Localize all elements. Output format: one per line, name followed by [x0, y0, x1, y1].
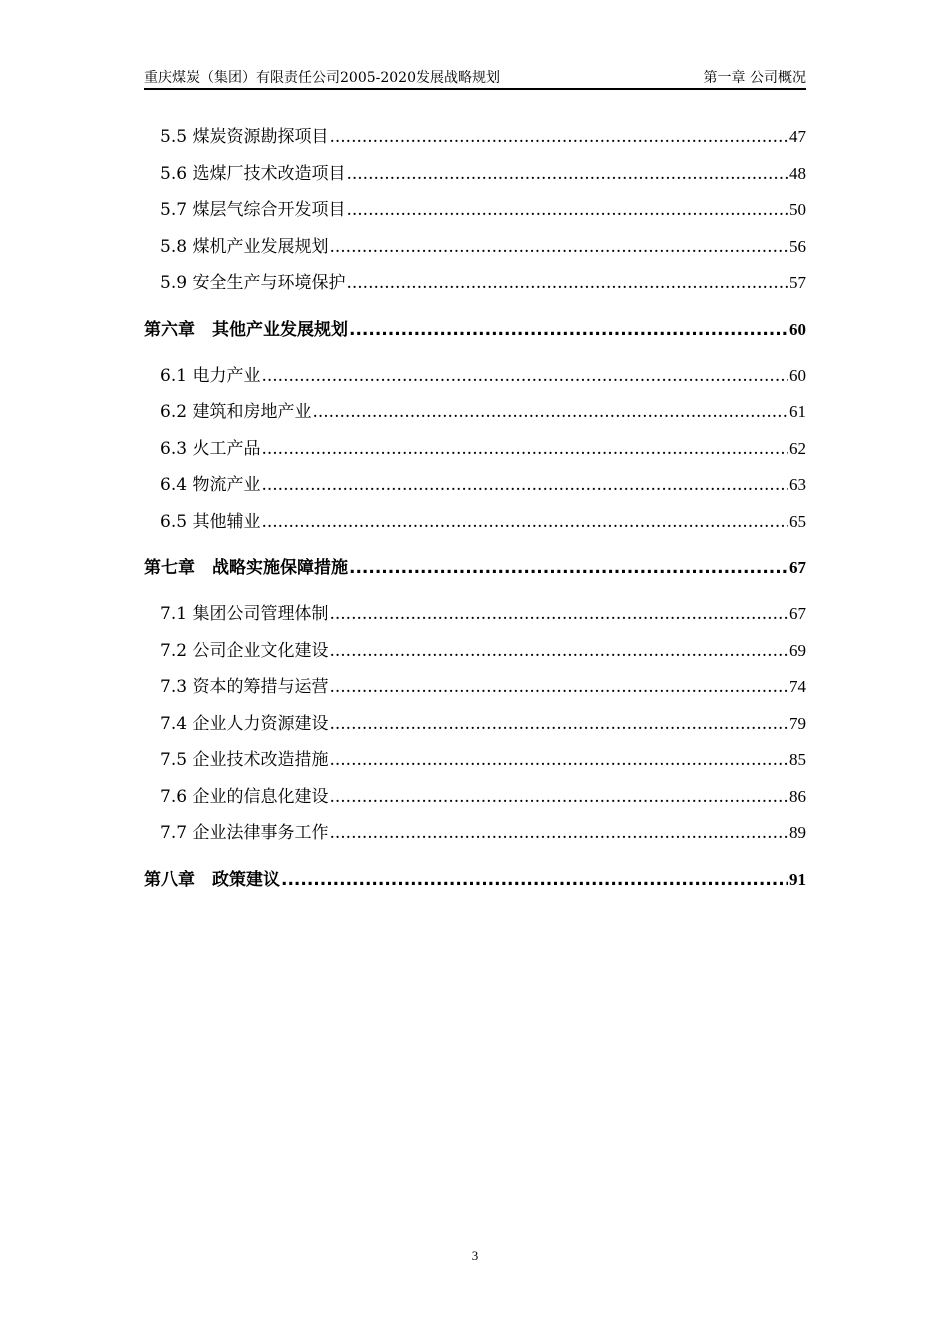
toc-entry-label: 7.5 企业技术改造措施 [160, 750, 329, 770]
dot-leader [329, 674, 788, 700]
toc-entry-label: 7.1 集团公司管理体制 [160, 604, 329, 624]
toc-entry-7-6[interactable] [160, 784, 806, 810]
toc-entry-page: 79 [789, 714, 806, 733]
toc-entry-page: 47 [789, 127, 806, 146]
toc-entry-page: 67 [789, 604, 806, 623]
toc-chapter-label: 第六章 其他产业发展规划 [144, 320, 348, 340]
toc-entry-6-2[interactable] [160, 399, 806, 425]
toc-chapter-label: 第八章 政策建议 [144, 870, 280, 890]
toc-entry-5-8[interactable] [160, 234, 806, 260]
dot-leader [349, 555, 788, 581]
toc-entry-label: 5.6 选煤厂技术改造项目 [160, 164, 346, 184]
dot-leader [261, 436, 788, 462]
toc-entry-label: 5.9 安全生产与环境保护 [160, 273, 346, 293]
toc-entry-label: 7.4 企业人力资源建设 [160, 714, 329, 734]
toc-entry-page: 69 [789, 641, 806, 660]
toc-entry-5-6[interactable] [160, 161, 806, 187]
dot-leader [346, 161, 788, 187]
toc-chapter-page: 67 [789, 558, 806, 577]
toc-entry-5-9[interactable] [160, 270, 806, 296]
toc-entry-page: 60 [789, 366, 806, 385]
dot-leader [281, 867, 788, 893]
toc-entry-6-5[interactable] [160, 509, 806, 535]
dot-leader [329, 711, 788, 737]
toc-entry-label: 7.3 资本的筹措与运营 [160, 677, 329, 697]
dot-leader [329, 234, 788, 260]
toc-entry-label: 5.8 煤机产业发展规划 [160, 237, 329, 257]
toc-entry-label: 6.4 物流产业 [160, 475, 261, 495]
toc-entry-page: 74 [789, 677, 806, 696]
document-title: 重庆煤炭（集团）有限责任公司2005-2020发展战略规划 [144, 70, 500, 86]
dot-leader [329, 784, 788, 810]
dot-leader [261, 509, 788, 535]
toc-chapter-6[interactable] [144, 317, 806, 343]
toc-entry-label: 7.7 企业法律事务工作 [160, 823, 329, 843]
toc-entry-7-2[interactable] [160, 638, 806, 664]
toc-entry-label: 6.3 火工产品 [160, 439, 261, 459]
dot-leader [261, 363, 788, 389]
dot-leader [329, 601, 788, 627]
toc-entry-page: 62 [789, 439, 806, 458]
toc-entry-label: 7.2 公司企业文化建设 [160, 641, 329, 661]
toc-entry-5-7[interactable] [160, 197, 806, 223]
toc-entry-label: 5.7 煤层气综合开发项目 [160, 200, 346, 220]
dot-leader [346, 270, 788, 296]
toc-entry-label: 5.5 煤炭资源勘探项目 [160, 127, 329, 147]
dot-leader [329, 638, 788, 664]
toc-entry-6-3[interactable] [160, 436, 806, 462]
toc-entry-page: 48 [789, 164, 806, 183]
page-number: 3 [471, 1248, 479, 1263]
toc-entry-page: 57 [789, 273, 806, 292]
toc-entry-page: 56 [789, 237, 806, 256]
toc-entry-6-4[interactable] [160, 472, 806, 498]
toc-entry-page: 85 [789, 750, 806, 769]
toc-chapter-label: 第七章 战略实施保障措施 [144, 558, 348, 578]
toc-entry-6-1[interactable] [160, 363, 806, 389]
toc-chapter-page: 91 [789, 870, 806, 889]
toc-entry-page: 50 [789, 200, 806, 219]
toc-entry-page: 65 [789, 512, 806, 531]
toc-entry-page: 63 [789, 475, 806, 494]
toc-entry-page: 89 [789, 823, 806, 842]
toc-entry-7-5[interactable] [160, 747, 806, 773]
toc-chapter-7[interactable] [144, 555, 806, 581]
toc-chapter-page: 60 [789, 320, 806, 339]
dot-leader [329, 124, 788, 150]
toc-entry-label: 7.6 企业的信息化建设 [160, 787, 329, 807]
dot-leader [261, 472, 788, 498]
dot-leader [329, 820, 788, 846]
toc-chapter-8[interactable] [144, 867, 806, 893]
page-header [144, 68, 806, 90]
toc-entry-page: 61 [789, 402, 806, 421]
toc-entry-7-4[interactable] [160, 711, 806, 737]
dot-leader [349, 317, 788, 343]
toc-entry-7-1[interactable] [160, 601, 806, 627]
toc-entry-label: 6.5 其他辅业 [160, 512, 261, 532]
toc-entry-5-5[interactable] [160, 124, 806, 150]
toc-entry-7-7[interactable] [160, 820, 806, 846]
dot-leader [329, 747, 788, 773]
chapter-title: 第一章 公司概况 [703, 70, 806, 86]
toc-entry-page: 86 [789, 787, 806, 806]
toc-entry-label: 6.1 电力产业 [160, 366, 261, 386]
dot-leader [312, 399, 788, 425]
toc-entry-label: 6.2 建筑和房地产业 [160, 402, 312, 422]
toc-entry-7-3[interactable] [160, 674, 806, 700]
dot-leader [346, 197, 788, 223]
